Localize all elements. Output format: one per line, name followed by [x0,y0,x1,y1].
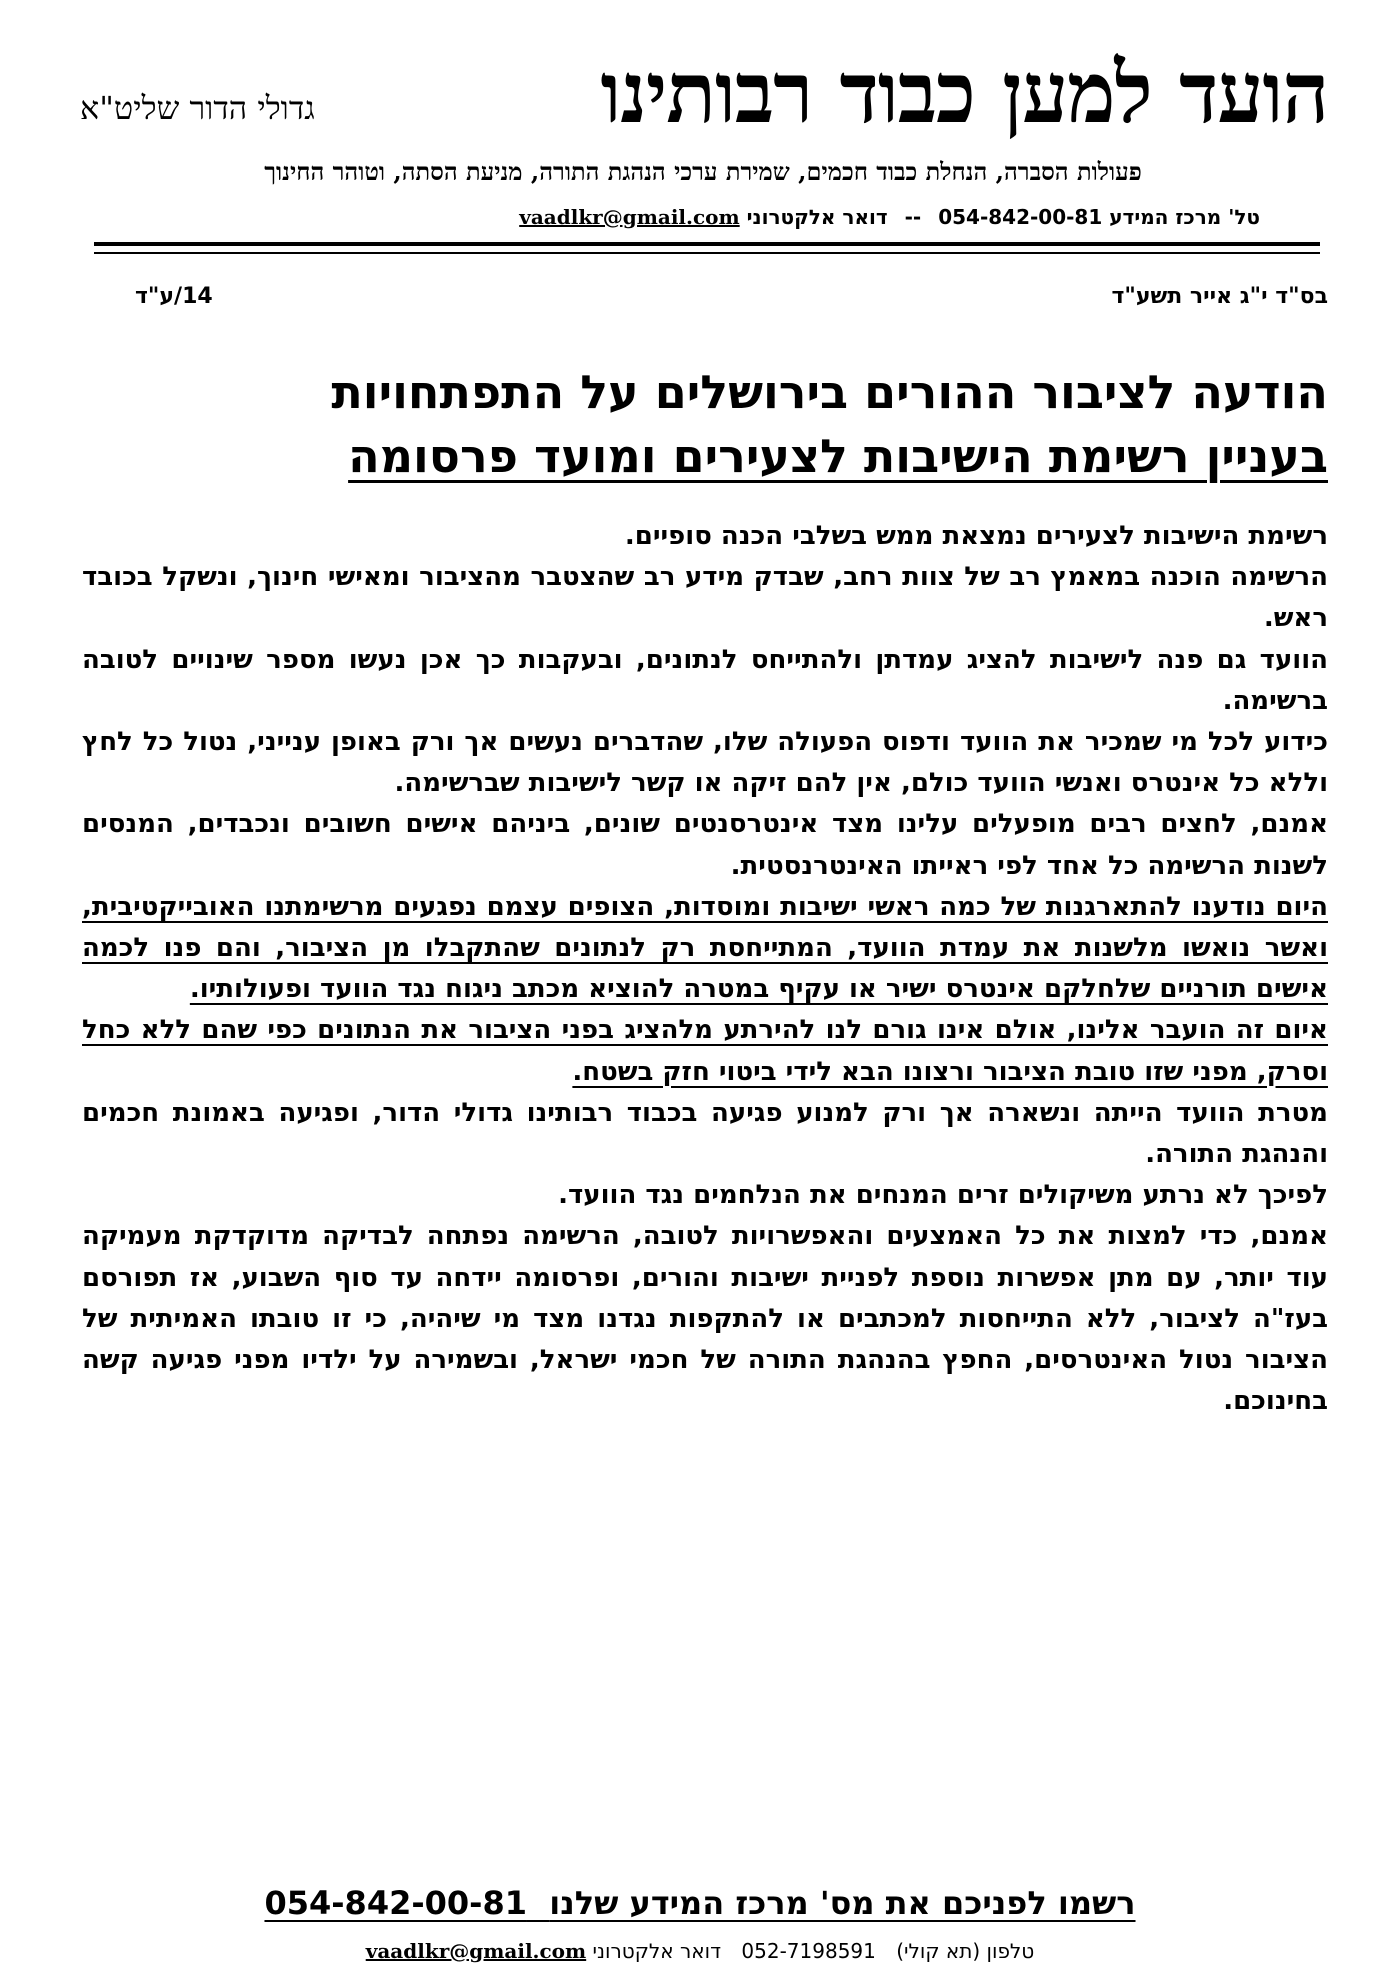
paragraph-underlined: איום זה הועבר אלינו, אולם אינו גורם לנו להירתע מלהציג בפני הציבור את הנתונים כפי שהם ללא כחל וסרק, מפני שזו טובת הציבור ורצונו הבא לידי ביטוי חזק בשטח. [82,1015,1328,1087]
contact-separator: -- [904,205,922,229]
announcement-headline [90,360,1328,488]
footer-cta-phone: 054-842-00-81 [264,1884,527,1922]
paragraph: הוועד גם פנה לישיבות להציג עמדתן ולהתייחס לנתונים, ובעקבות כך אכן נעשו מספר שינויים לטובה ברשימה. [82,644,1328,716]
header-divider [94,242,1320,254]
footer-contact [0,1937,1400,1965]
paragraph: כידוע לכל מי שמכיר את הוועד ודפוס הפעולה שלו, שהדברים נעשים אך ורק באופן ענייני, נטול כל לחץ וללא כל אינטרס ואנשי הוועד כולם, אין להם זיקה או קשר לישיבות שברשימה. [82,727,1328,799]
paragraph: אמנם, כדי למצות את כל האמצעים והאפשרויות לטובה, הרשימה נפתחה לבדיקה מדוקדקת מעמיקה עוד יותר, עם מתן אפשרות נוספת לפניית ישיבות והורים, ופרסומה יידחה עד סוף השבוע, אז תפורסם בעז"ה לציבור, ללא התייחסות למכתבים או להתקפות נגדנו מצד מי שיהיה, כי זו טובתו האמיתית של הציבור נטול האינטרסים, החפץ בהנהגת התורה של חכמי ישראל, ובשמירה על ילדיו מפני פגיעה קשה בחינוכם. [82,1221,1328,1417]
contact-label: טל' מרכז המידע [1109,205,1260,229]
footer-email-link[interactable]: vaadlkr@gmail.com [365,1939,587,1963]
paragraph-underlined: היום נודענו להתארגנות של כמה ראשי ישיבות ומוסדות, הצופים עצמם נפגעים מרשימתנו האובייקטיבית, ואשר נואשו מלשנות את עמדת הוועד, המתייחסת רק לנתונים שהתקבלו מן הציבור, והם פנו לכמה אישים תורניים שלחלקם אינטרס ישיר או עקיף במטרה להוציא מכתב ניגוח נגד הוועד ופעולותיו. [82,891,1328,1005]
reference-number: 14/ע"ד [135,284,213,309]
footer-phone: 052-7198591 [741,1939,876,1963]
paragraph: לפיכך לא נרתע משיקולים זרים המנחים את הנלחמים נגד הוועד. [558,1180,1328,1211]
letterhead-contact [519,203,1260,231]
paragraph: אמנם, לחצים רבים מופעלים עלינו מצד אינטרסנטים שונים, ביניהם אישים חשובים ונכבדים, המנסים לשנות הרשימה כל אחד לפי ראייתו האינטרנסטית. [82,809,1328,881]
letterhead [80,43,1328,142]
email-link[interactable]: vaadlkr@gmail.com [519,205,740,229]
paragraph: הרשימה הוכנה במאמץ רב של צוות רחב, שבדק מידע רב שהצטבר מהציבור ומאישי חינוך, ונשקל בכובד ראש. [82,562,1328,634]
headline-line-1: הודעה לציבור ההורים בירושלים על התפתחויות [331,365,1328,419]
organization-tagline: פעולות הסברה, הנחלת כבוד חכמים, שמירת ערכי הנהגת התורה, מניעת הסתה, וטוהר החינוך [264,157,1142,186]
headline-line-2: בעניין רשימת הישיבות לצעירים ומועד פרסומה [348,429,1328,483]
email-label: דואר אלקטרוני [746,205,888,229]
footer-callout [0,1883,1400,1923]
paragraph: מטרת הוועד הייתה ונשארה אך ורק למנוע פגיעה בכבוד רבותינו גדולי הדור, ופגיעה באמונת חכמים והנהגת התורה. [82,1097,1328,1170]
announcement-body [82,516,1328,1422]
hebrew-date: בס"ד י"ג אייר תשע"ד [1111,284,1328,309]
footer-email-label: דואר אלקטרוני [592,1939,722,1963]
organization-subtitle: גדולי הדור שליט"א [80,89,315,127]
paragraph: רשימת הישיבות לצעירים נמצאת ממש בשלבי הכנה סופיים. [624,521,1328,551]
footer-phone-label: טלפון (תא קולי) [896,1939,1035,1963]
footer-cta: רשמו לפניכם את מס' מרכז המידע שלנו [549,1884,1136,1922]
organization-title: הועד למען כבוד רבותינו [600,43,1328,142]
contact-phone: 054-842-00-81 [938,205,1103,229]
